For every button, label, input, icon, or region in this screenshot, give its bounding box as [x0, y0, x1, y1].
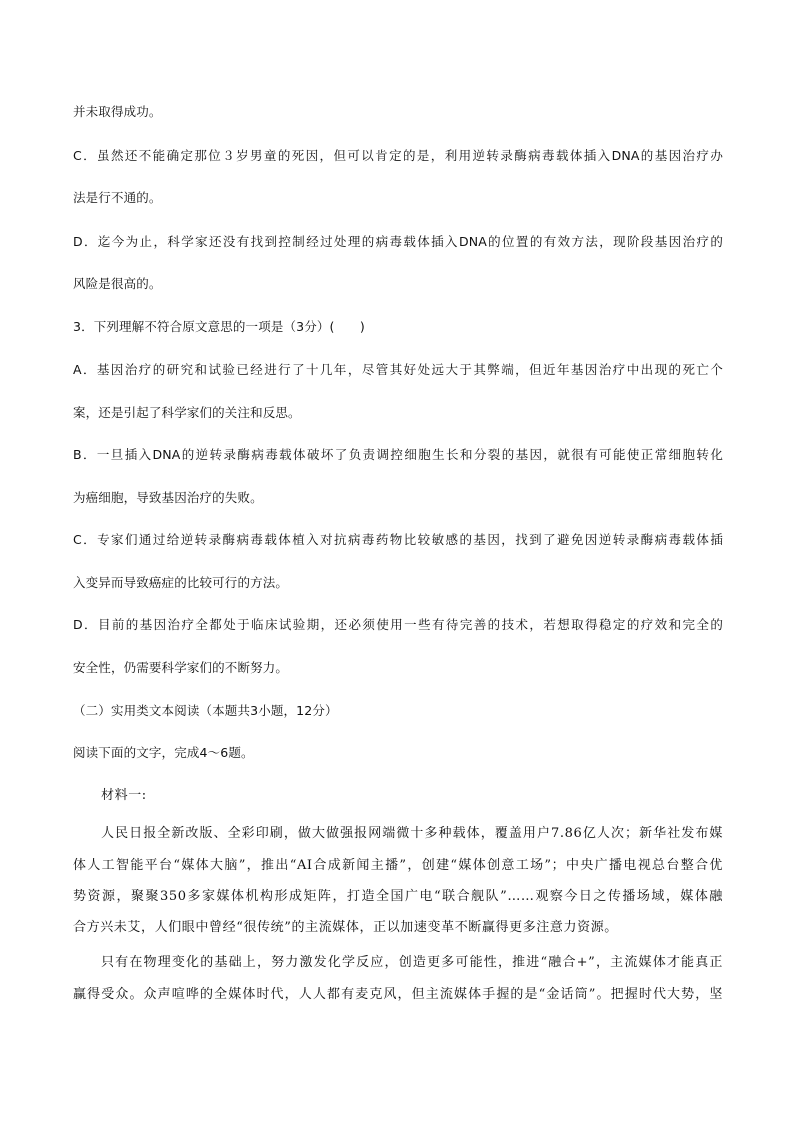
option-b-line: B．一旦插入DNA的逆转录酶病毒载体破坏了负责调控细胞生长和分裂的基因，就很有可能使正常细胞转化 — [73, 447, 723, 462]
instruction: 阅读下面的文字，完成4～6题。 — [73, 745, 254, 760]
material-line: 只有在物理变化的基础上，努力激发化学反应，创造更多可能性，推进“融合+”，主流媒体才能真正 — [101, 955, 723, 970]
material-line: 合方兴未艾，人们眼中曾经“很传统”的主流媒体，正以加速变革不断赢得更多注意力资源。 — [73, 920, 618, 935]
text-line: 入变异而导致癌症的比较可行的方法。 — [73, 575, 289, 590]
question-3: 3．下列理解不符合原文意思的一项是（3分）( ) — [73, 319, 365, 334]
text-line: 法是行不通的。 — [73, 190, 162, 205]
material-line: 赢得受众。众声喧哗的全媒体时代，人人都有麦克风，但主流媒体手握的是“金话筒”。把握时代大势，坚 — [73, 987, 723, 1002]
option-d-line: D．目前的基因治疗全都处于临床试验期，还必须使用一些有待完善的技术，若想取得稳定的疗效和完全的 — [73, 617, 723, 632]
text-line: 并未取得成功。 — [73, 104, 162, 119]
material-line: 体人工智能平台“媒体大脑”，推出“AI合成新闻主播”，创建“媒体创意工场”；中央广播电视总台整合优 — [73, 858, 723, 873]
material-line: 势资源，聚聚350多家媒体机构形成矩阵，打造全国广电“联合舰队”……观察今日之传播场域，媒体融 — [73, 889, 723, 904]
material-heading: 材料一: — [101, 788, 147, 803]
text-line: 风险是很高的。 — [73, 276, 162, 291]
text-line: 为癌细胞，导致基因治疗的失败。 — [73, 490, 263, 505]
text-line: 案，还是引起了科学家们的关注和反思。 — [73, 405, 301, 420]
section-heading: （二）实用类文本阅读（本题共3小题，12分） — [73, 703, 338, 718]
option-d-line: D．迄今为止，科学家还没有找到控制经过处理的病毒载体插入DNA的位置的有效方法，现阶段基因治疗的 — [73, 234, 723, 249]
option-c-line: C．专家们通过给逆转录酶病毒载体植入对抗病毒药物比较敏感的基因，找到了避免因逆转录酶病毒载体插 — [73, 532, 723, 547]
option-a-line: A．基因治疗的研究和试验已经进行了十几年，尽管其好处远大于其弊端，但近年基因治疗中出现的死亡个 — [73, 362, 723, 377]
option-c-line: C．虽然还不能确定那位３岁男童的死因，但可以肯定的是，利用逆转录酶病毒载体插入DNA的基因治疗办 — [73, 148, 723, 163]
material-line: 人民日报全新改版、全彩印刷，做大做强报网端微十多种载体，覆盖用户7.86亿人次；新华社发布媒 — [101, 826, 723, 841]
text-line: 安全性，仍需要科学家们的不断努力。 — [73, 660, 289, 675]
